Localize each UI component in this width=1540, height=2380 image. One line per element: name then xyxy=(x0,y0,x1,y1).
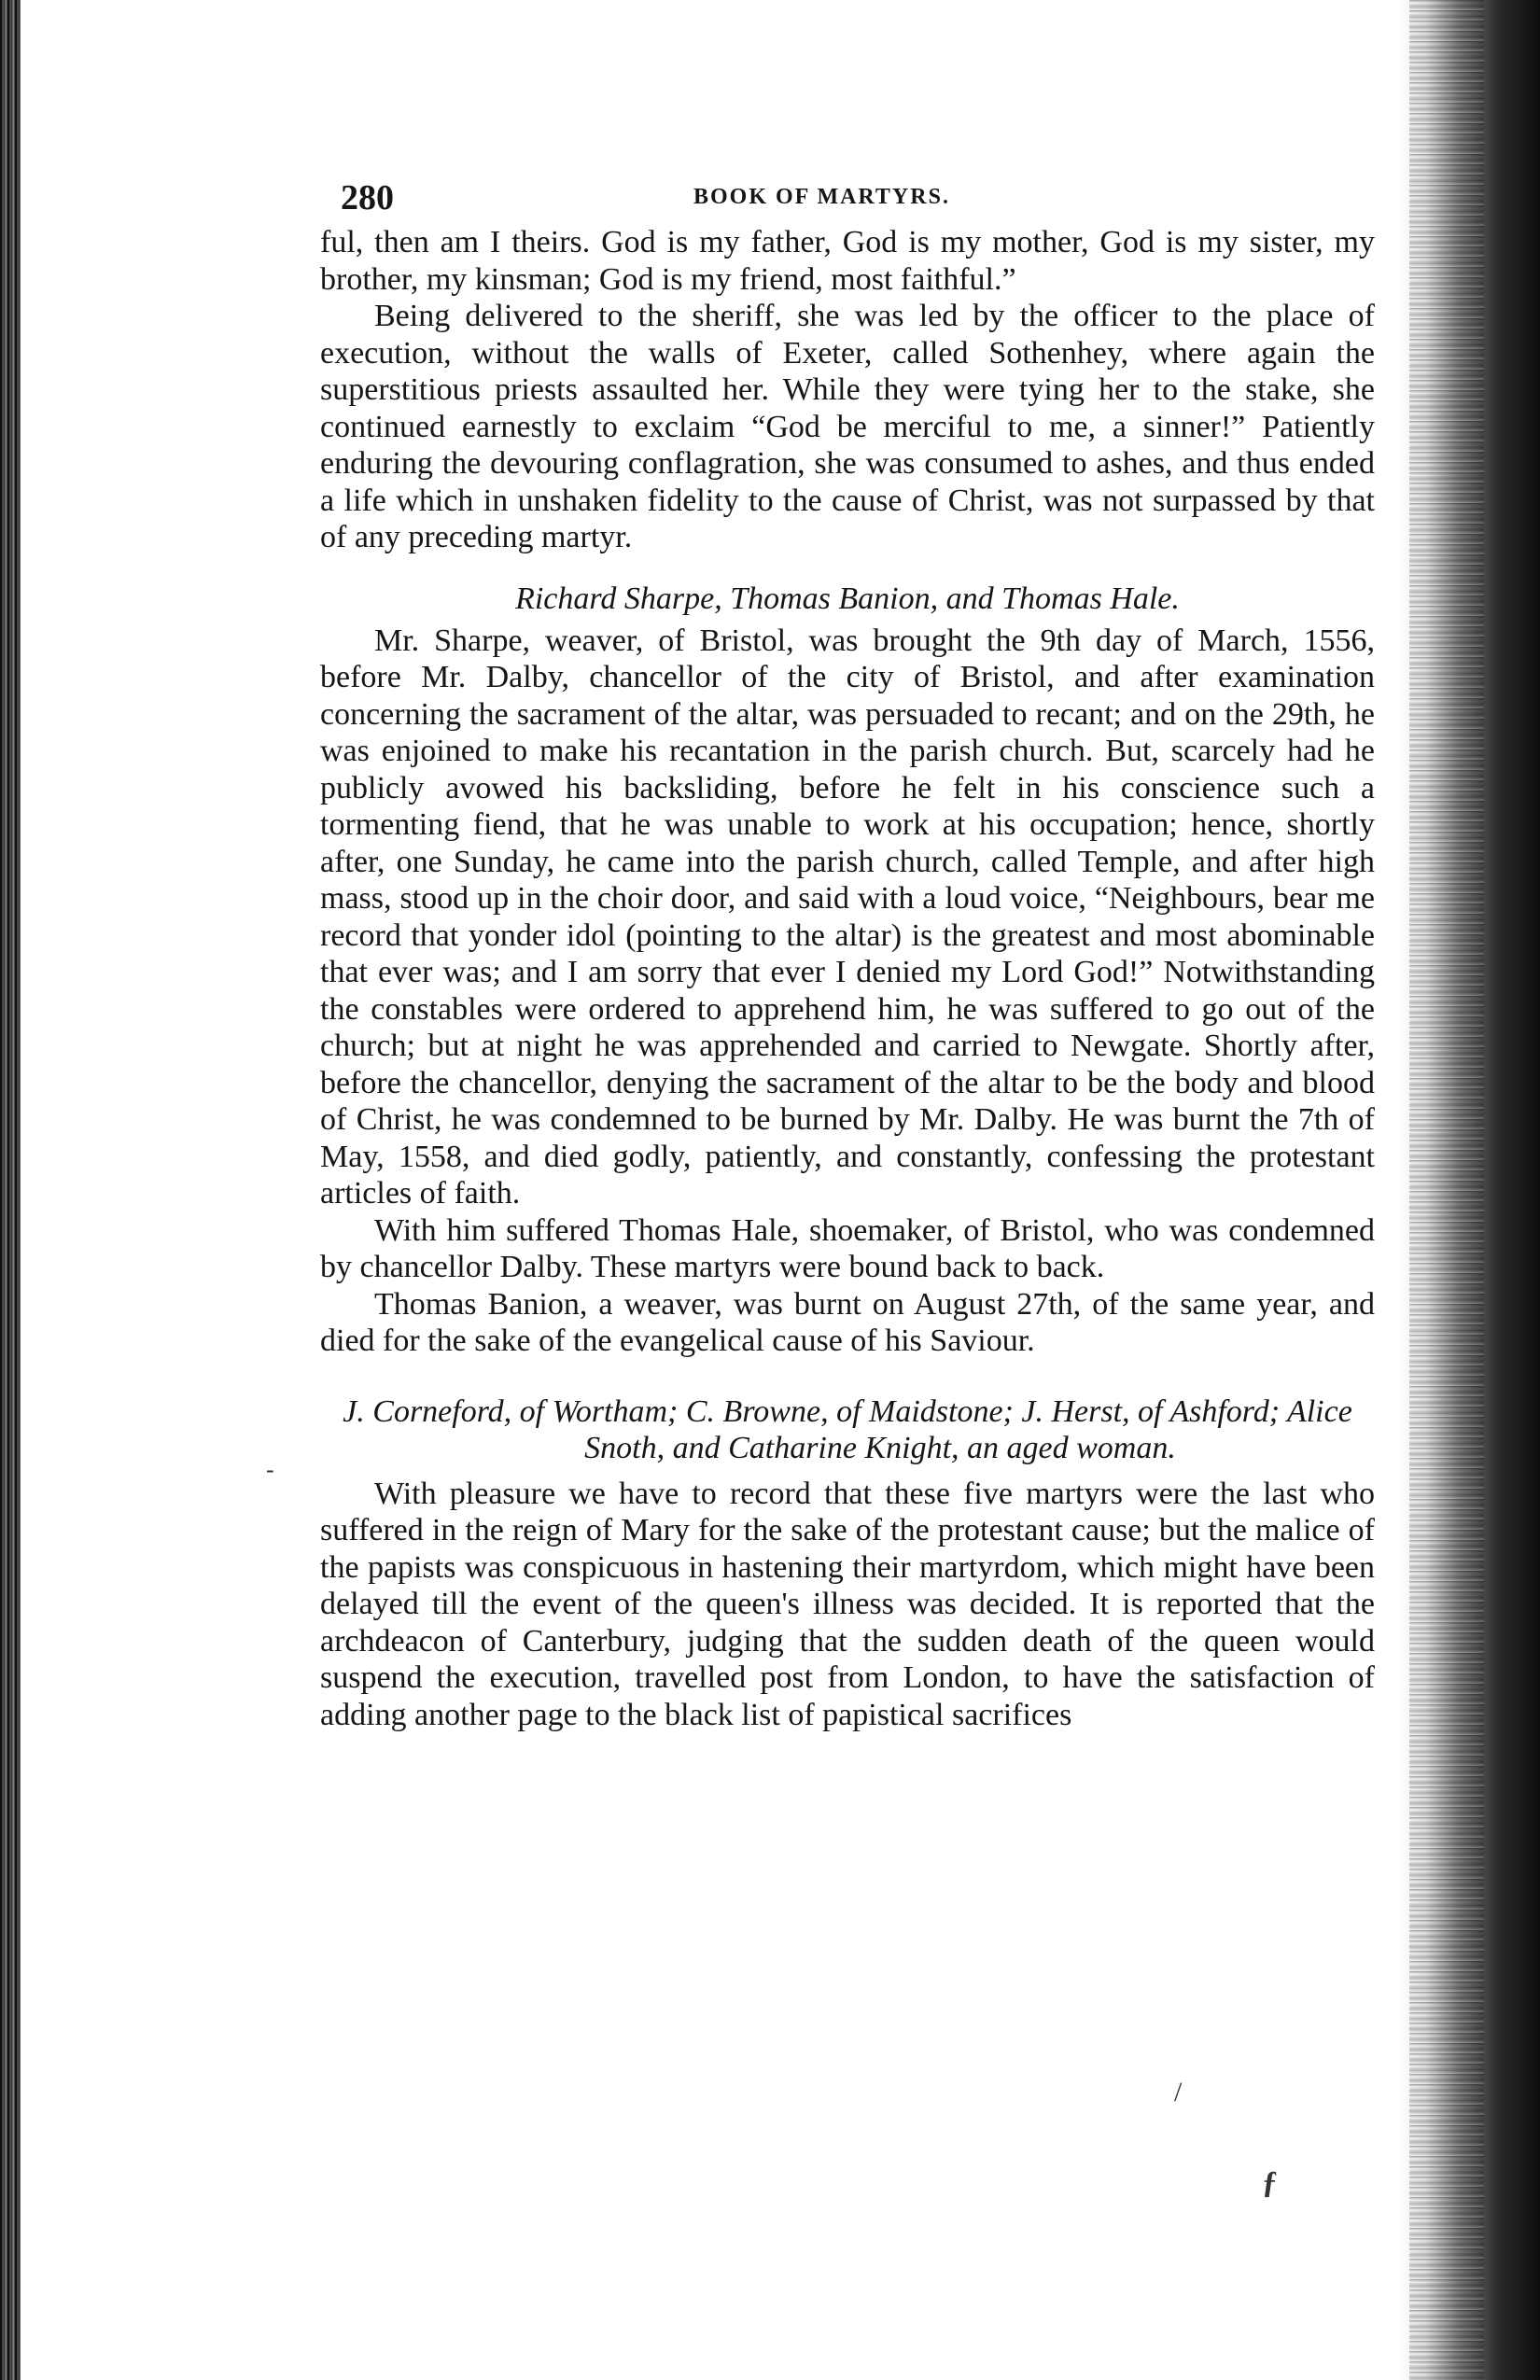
book-page xyxy=(320,177,1375,1733)
running-head xyxy=(320,177,1375,224)
page-text xyxy=(320,224,1375,1733)
page-number: 280 xyxy=(341,178,394,217)
scan-mark: - xyxy=(266,1456,274,1483)
scan-right-edge xyxy=(1400,0,1540,2380)
section-heading-sharpe: Richard Sharpe, Thomas Banion, and Thomas Hale. xyxy=(515,581,1180,616)
scan-mark: ƒ xyxy=(1262,2165,1278,2200)
paragraph-banion: Thomas Banion, a weaver, was burnt on August 27th, of the same year, and died for the sake of the evangelical cause of his Saviour. xyxy=(320,1286,1375,1358)
scan-left-edge xyxy=(0,0,21,2380)
scan-mark: / xyxy=(1174,2077,1183,2107)
paragraph-sharpe: Mr. Sharpe, weaver, of Bristol, was brought the 9th day of March, 1556, before Mr. Dalby, chancellor of the city of Bristol, and after examination concerning the sacrament of the altar, was persuaded to recant; and on the 29th, he was enjoined to make his recantation in the parish church. But, scarcely had he publicly avowed his backsliding, before he felt in his conscience such a tormenting fiend, that he was unable to work at his occupation; hence, shortly after, one Sunday, he came into the parish church, called Temple, and after high mass, stood up in the choir door, and said with a loud voice, “Neighbours, bear me record that yonder idol (pointing to the altar) is the greatest and most abominable that ever was; and I am sorry that ever I denied my Lord God!” Notwithstanding the constables were ordered to apprehend him, he was suffered to go out of the church; but at night he was apprehended and carried to Newgate. Shortly after, before the chancellor, denying the sacrament of the altar to be the body and blood of Christ, he was condemned to be burned by Mr. Dalby. He was burnt the 7th of May, 1558, and died godly, patiently, and constantly, confessing the protestant articles of faith. xyxy=(320,623,1375,1211)
paragraph-continuation: ful, then am I theirs. God is my father, God is my mother, God is my sister, my brother, my kinsman; God is my friend, most faithful.” xyxy=(320,225,1375,297)
running-title: BOOK OF MARTYRS. xyxy=(693,185,950,209)
section-heading-last-martyrs: J. Corneford, of Wortham; C. Browne, of Maidstone; J. Herst, of Ashford; Alice Snoth, and Catharine Knight, an aged woman. xyxy=(343,1393,1352,1465)
paragraph-hale: With him suffered Thomas Hale, shoemaker, of Bristol, who was condemned by chancellor Dalby. These martyrs were bound back to back. xyxy=(320,1212,1375,1284)
paragraph-execution: Being delivered to the sheriff, she was led by the officer to the place of execution, without the walls of Exeter, called Sothenhey, where again the superstitious priests assaulted her. While they were tying her to the stake, she continued earnestly to exclaim “God be merciful to me, a sinner!” Patiently enduring the devouring conflagration, she was consumed to ashes, and thus ended a life which in unshaken fidelity to the cause of Christ, was not surpassed by that of any preceding martyr. xyxy=(320,299,1375,554)
paragraph-last-martyrs: With pleasure we have to record that these five martyrs were the last who suffered in the reign of Mary for the sake of the protestant cause; but the malice of the papists was conspicuous in hastening their martyrdom, which might have been delayed till the event of the queen's illness was decided. It is reported that the archdeacon of Canterbury, judging that the sudden death of the queen would suspend the execution, travelled post from London, to have the satisfaction of adding another page to the black list of papistical sacrifices xyxy=(320,1476,1375,1732)
